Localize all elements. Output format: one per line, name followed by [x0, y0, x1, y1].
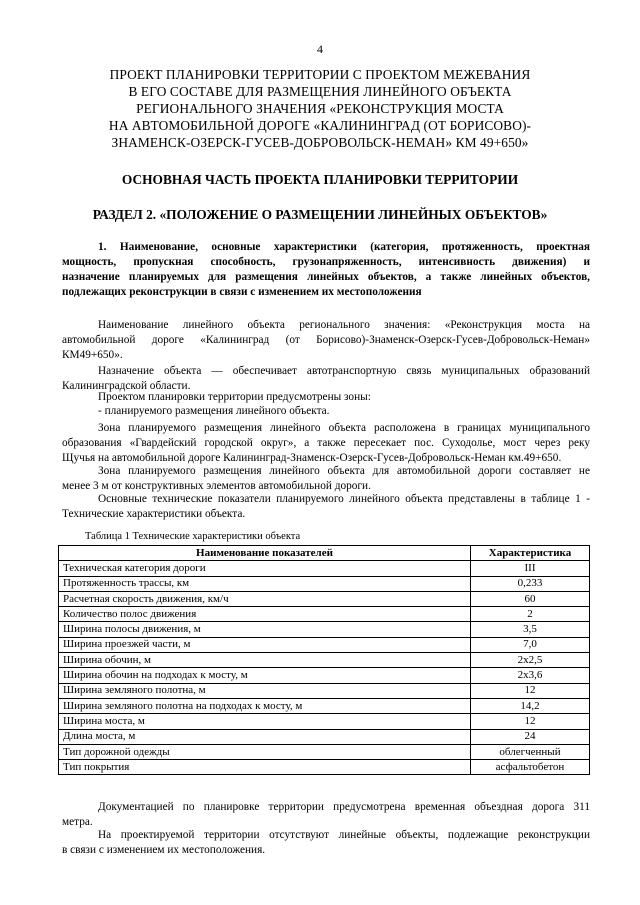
indicator-value: 2 — [471, 607, 590, 622]
paragraph-line: Назначение объекта — обеспечивает автотранспортную связь муниципальных образований — [98, 365, 590, 377]
table-row — [59, 561, 590, 576]
indicator-name: Тип покрытия — [59, 760, 471, 775]
paragraph-line: Наименование линейного объекта регионального значения: «Реконструкция моста на — [98, 319, 590, 331]
indicator-name: Ширина земляного полотна, м — [59, 683, 471, 698]
paragraph-line: Документацией по планировке территории предусмотрена временная объездная дорога 311 — [98, 801, 590, 813]
indicator-value: 12 — [471, 714, 590, 729]
paragraph-bypass-road — [62, 800, 590, 830]
paragraph-line: образования «Гвардейский городской округ», а также пересекает пос. Суходолье, мост через реку — [62, 437, 590, 449]
table-row — [59, 637, 590, 652]
subheading-line: подлежащих реконструкции в связи с изменением их местоположения — [62, 286, 422, 298]
indicator-value: 60 — [471, 591, 590, 606]
paragraph-line: КМ49+650». — [62, 349, 123, 361]
paragraph-line: автомобильной дороге «Калининград (от Борисово)-Знаменск-Озерск-Гусев-Добровольск-Неман» — [62, 334, 590, 346]
table-header-row — [59, 546, 590, 561]
table-row — [59, 714, 590, 729]
paragraph-line: Зона планируемого размещения линейного объекта для автомобильной дороги составляет не — [98, 465, 590, 477]
indicator-value: 0,233 — [471, 576, 590, 591]
indicator-name: Техническая категория дороги — [59, 561, 471, 576]
table-caption: Таблица 1 Технические характеристики объекта — [85, 531, 301, 542]
paragraph-line: Основные технические показатели планируемого линейного объекта представлены в таблице 1 - — [98, 493, 590, 505]
subheading-line: 1. Наименование, основные характеристики (категория, протяженность, проектная — [98, 241, 590, 253]
paragraph-line: На проектируемой территории отсутствуют линейные объекты, подлежащие реконструкции — [98, 829, 590, 841]
indicator-name: Протяженность трассы, км — [59, 576, 471, 591]
indicator-name: Ширина полосы движения, м — [59, 622, 471, 637]
paragraph-zone-item — [62, 404, 590, 419]
indicator-name: Ширина земляного полотна на подходах к мосту, м — [59, 698, 471, 713]
paragraph-line: Проектом планировки территории предусмотрены зоны: — [98, 391, 371, 403]
table-row — [59, 576, 590, 591]
column-header: Наименование показателей — [59, 546, 471, 561]
title-line: РЕГИОНАЛЬНОГО ЗНАЧЕНИЯ «РЕКОНСТРУКЦИЯ МОСТА — [136, 101, 504, 116]
paragraph-line: метра. — [62, 816, 93, 828]
indicator-value: облегченный — [471, 744, 590, 759]
paragraph-zone-location — [62, 421, 590, 466]
title-line: В ЕГО СОСТАВЕ ДЛЯ РАЗМЕЩЕНИЯ ЛИНЕЙНОГО ОБЪЕКТА — [128, 84, 512, 99]
indicator-value: 2х2,5 — [471, 653, 590, 668]
table-row — [59, 683, 590, 698]
technical-characteristics-table — [58, 545, 590, 775]
title-line: НА АВТОМОБИЛЬНОЙ ДОРОГЕ «КАЛИНИНГРАД (ОТ БОРИСОВО)- — [108, 118, 532, 133]
table-row — [59, 760, 590, 775]
table-row — [59, 591, 590, 606]
indicator-value: 14,2 — [471, 698, 590, 713]
paragraph-line: менее 3 м от конструктивных элементов автомобильной дороги. — [62, 480, 371, 492]
document-title — [60, 66, 580, 151]
indicator-name: Ширина моста, м — [59, 714, 471, 729]
column-header: Характеристика — [471, 546, 590, 561]
table-row — [59, 653, 590, 668]
indicator-name: Расчетная скорость движения, км/ч — [59, 591, 471, 606]
main-heading: ОСНОВНАЯ ЧАСТЬ ПРОЕКТА ПЛАНИРОВКИ ТЕРРИТОРИИ — [121, 172, 519, 187]
subheading-line: назначение планируемых для размещения линейных объектов, а также линейных объектов, — [62, 271, 590, 283]
table-row — [59, 698, 590, 713]
table-row — [59, 744, 590, 759]
page-number: 4 — [317, 42, 323, 56]
indicator-value: 3,5 — [471, 622, 590, 637]
table-row — [59, 729, 590, 744]
paragraph-zones — [62, 390, 590, 405]
paragraph-zone-width — [62, 464, 590, 494]
subheading-line: мощность, пропускная способность, грузонапряженность, интенсивность движения) и — [62, 256, 590, 268]
indicator-name: Ширина проезжей части, м — [59, 637, 471, 652]
paragraph-line: Зона планируемого размещения линейного объекта расположена в границах муниципального — [98, 422, 590, 434]
title-line: ПРОЕКТ ПЛАНИРОВКИ ТЕРРИТОРИИ С ПРОЕКТОМ МЕЖЕВАНИЯ — [109, 67, 531, 82]
paragraph-table-reference — [62, 492, 590, 522]
table-row — [59, 668, 590, 683]
paragraph-no-reconstruction — [62, 828, 590, 858]
subsection-heading — [62, 240, 590, 300]
indicator-name: Тип дорожной одежды — [59, 744, 471, 759]
section-heading: РАЗДЕЛ 2. «ПОЛОЖЕНИЕ О РАЗМЕЩЕНИИ ЛИНЕЙНЫХ ОБЪЕКТОВ» — [92, 207, 548, 222]
indicator-name: Ширина обочин, м — [59, 653, 471, 668]
indicator-value: асфальтобетон — [471, 760, 590, 775]
table-row — [59, 622, 590, 637]
indicator-value: III — [471, 561, 590, 576]
indicator-value: 2х3,6 — [471, 668, 590, 683]
paragraph-line: Щучья на автомобильной дороге Калининград-Знаменск-Озерск-Гусев-Добровольск-Неман км.49+650. — [62, 452, 562, 464]
paragraph-line: - планируемого размещения линейного объекта. — [98, 405, 330, 417]
title-line: ЗНАМЕНСК-ОЗЕРСК-ГУСЕВ-ДОБРОВОЛЬСК-НЕМАН» КМ 49+650» — [111, 135, 529, 150]
paragraph-line: Калининградской области. — [62, 380, 191, 392]
indicator-name: Длина моста, м — [59, 729, 471, 744]
table-row — [59, 607, 590, 622]
paragraph-object-name — [62, 318, 590, 363]
indicator-name: Ширина обочин на подходах к мосту, м — [59, 668, 471, 683]
indicator-value: 12 — [471, 683, 590, 698]
paragraph-line: в связи с изменением их местоположения. — [62, 844, 266, 856]
indicator-value: 24 — [471, 729, 590, 744]
indicator-name: Количество полос движения — [59, 607, 471, 622]
paragraph-line: Технические характеристики объекта. — [62, 508, 246, 520]
indicator-value: 7,0 — [471, 637, 590, 652]
